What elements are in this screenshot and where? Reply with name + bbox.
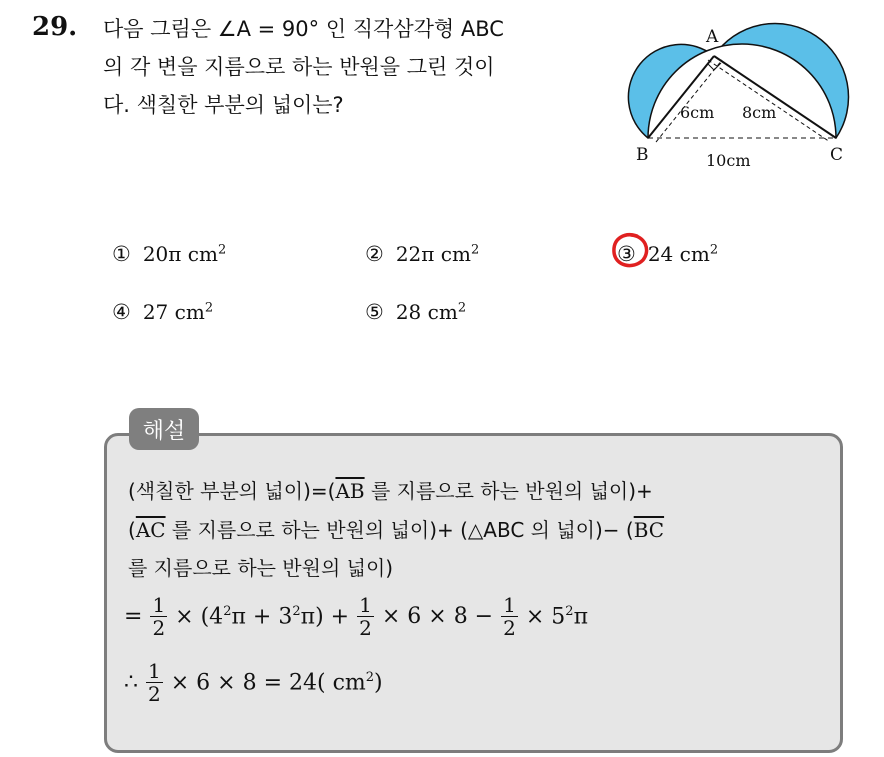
choice-4[interactable] (112, 300, 213, 324)
choice-4-number: ④ (112, 300, 131, 324)
choice-1-value: 20π $cm^2$ (142, 242, 227, 266)
solution-equation-1: = $\frac{1}{2}$ × $(4^2\pi + 3^2\pi)$ + $\frac{1}{2}$ × 6 × 8 − $\frac{1}{2}$ × $5^2\pi$ (124, 593, 589, 640)
choice-3-value: 24 $cm^2$ (647, 242, 719, 266)
choice-1-number: ① (112, 242, 131, 266)
choice-2[interactable] (365, 242, 479, 266)
solution-line-2: ($\overline{AC}$ 를 지름으로 하는 반원의 넓이)+ (△ABC 의 넓이)− ($\overline{BC}$ (128, 518, 665, 542)
label-a: A (706, 27, 719, 47)
semicircle-diagram (610, 20, 858, 170)
solution-line-3: 를 지름으로 하는 반원의 넓이) (128, 556, 394, 580)
choice-4-value: 27 $cm^2$ (142, 300, 214, 324)
choice-1[interactable] (112, 242, 226, 266)
choice-2-number: ② (365, 242, 384, 266)
choice-5-value: 28 $cm^2$ (395, 300, 467, 324)
triangle-figure (610, 20, 858, 174)
choice-5[interactable] (365, 300, 466, 324)
label-ab: 6cm (680, 103, 715, 122)
label-bc: 10cm (706, 151, 751, 170)
solution-tag: 해설 (129, 408, 199, 450)
choice-3[interactable] (617, 242, 718, 266)
label-c: C (830, 145, 844, 165)
question-text: 다음 그림은 ∠A = 90° 인 직각삼각형 ABC 의 각 변을 지름으로 하는 반원을 그린 것이 다. 색칠한 부분의 넓이는? (103, 17, 504, 117)
choice-3-number: ③ (617, 242, 636, 266)
choice-2-value: 22π $cm^2$ (395, 242, 480, 266)
solution-equation-2: ∴ $\frac{1}{2}$ × 6 × 8 = 24( $cm^2$) (124, 659, 383, 706)
selected-circle-mark (607, 228, 653, 274)
solution-line-1: (색칠한 부분의 넓이)$=(\overline{AB}$ 를 지름으로 하는 반원의 넓이)+ (128, 479, 653, 503)
choice-5-number: ⑤ (365, 300, 384, 324)
question-number: 29. (32, 12, 78, 42)
label-b: B (636, 145, 649, 165)
label-ac: 8cm (742, 103, 777, 122)
